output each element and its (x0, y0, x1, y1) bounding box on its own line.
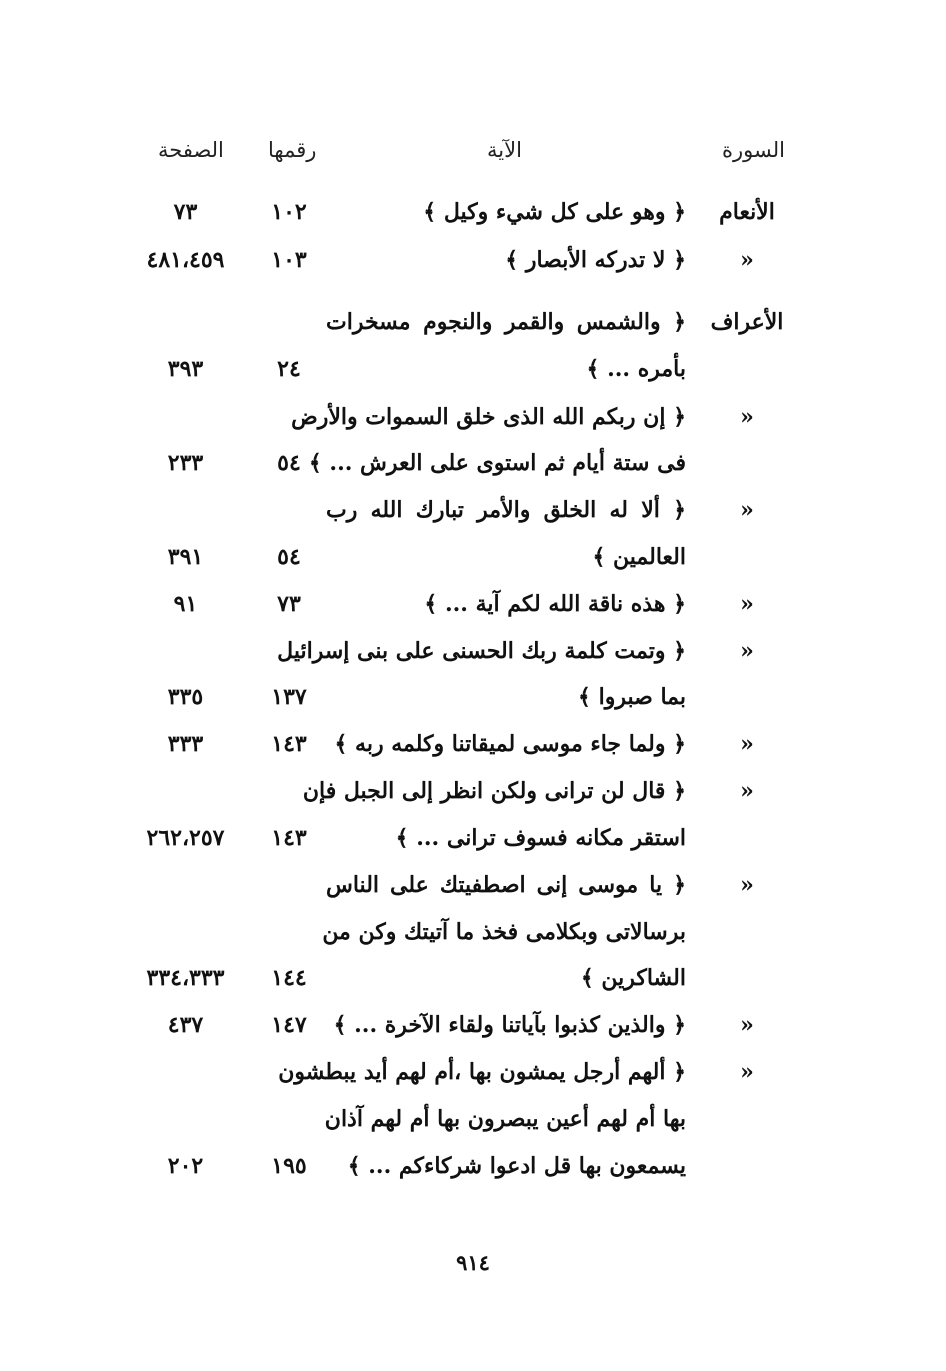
table-row (0, 349, 946, 389)
verse-number: ١٤٣ (271, 825, 307, 851)
verse-text: بما صبروا ﴾ (578, 684, 686, 710)
verse-number: ١٩٥ (271, 1153, 307, 1179)
table-row (0, 1146, 946, 1186)
page-reference: ٧٣ (173, 199, 198, 225)
surah-name: « (740, 731, 754, 757)
table-row (0, 631, 946, 671)
verse-text: ﴿ هذه ناقة الله لكم آية ... ﴾ (424, 591, 686, 617)
table-row (0, 1005, 946, 1045)
page-reference: ٣٩١ (167, 544, 204, 570)
surah-name: الأعراف (710, 309, 784, 335)
verse-number: ٧٣ (277, 591, 301, 617)
page-reference: ٣٣٤،٣٣٣ (146, 965, 225, 991)
table-row (0, 490, 946, 530)
page-reference: ٤٨١،٤٥٩ (146, 247, 225, 273)
verse-text: الشاكرين ﴾ (580, 965, 686, 991)
verse-text: ﴿ قال لن ترانى ولكن انظر إلى الجبل فإن (302, 778, 686, 804)
page-reference: ٢٦٢،٢٥٧ (146, 825, 225, 851)
verse-text: يسمعون بها قل ادعوا شركاءكم ... ﴾ (347, 1153, 686, 1179)
header-ayah: الآية (487, 138, 522, 162)
verse-text: بأمره ... ﴾ (586, 356, 686, 382)
verse-number: ١٤٧ (271, 1012, 307, 1038)
verse-number: ١٤٣ (271, 731, 307, 757)
table-row (0, 724, 946, 764)
verse-text: ﴿ والذين كذبوا بآياتنا ولقاء الآخرة ... ﴾ (333, 1012, 686, 1038)
header-surah: السورة (722, 138, 785, 162)
verse-number: ١٤٤ (271, 965, 307, 991)
verse-text: ﴿ إن ربكم الله الذى خلق السموات والأرض (291, 404, 686, 430)
table-row (0, 912, 946, 952)
table-row (0, 865, 946, 905)
verse-text: ﴿ لا تدركه الأبصار ﴾ (505, 247, 686, 273)
table-row (0, 1099, 946, 1139)
page-reference: ٩١ (173, 591, 198, 617)
verse-text: برسالاتى وبكلامى فخذ ما آتيتك وكن من (322, 919, 686, 945)
verse-text: استقر مكانه فسوف ترانى ... ﴾ (395, 825, 686, 851)
verse-text: ﴿ يا موسى إنى اصطفيتك على الناس (326, 872, 686, 898)
verse-number: ١٠٣ (271, 247, 307, 273)
table-row (0, 537, 946, 577)
verse-number: ١٣٧ (271, 684, 307, 710)
page-reference: ٣٣٥ (167, 684, 204, 710)
surah-name: « (740, 778, 754, 804)
verse-text: ﴿ ألا له الخلق والأمر تبارك الله رب (326, 497, 686, 523)
surah-name: « (740, 247, 754, 273)
surah-name: « (740, 872, 754, 898)
table-row (0, 192, 946, 232)
table-row (0, 443, 946, 483)
page-reference: ٢٣٣ (167, 450, 204, 476)
verse-text: ﴿ وهو على كل شيء وكيل ﴾ (423, 199, 686, 225)
verse-number: ٥٤ (277, 450, 301, 476)
surah-name: « (740, 591, 754, 617)
verse-text: ﴿ ألهم أرجل يمشون بها ،أم لهم أيد يبطشون (278, 1059, 686, 1085)
verse-number: ٥٤ (277, 544, 301, 570)
surah-name: « (740, 404, 754, 430)
table-row (0, 958, 946, 998)
table-row (0, 240, 946, 280)
verse-number: ٢٤ (277, 356, 301, 382)
table-row (0, 302, 946, 342)
header-number: رقمها (268, 138, 317, 162)
verse-text: ﴿ ولما جاء موسى لميقاتنا وكلمه ربه ﴾ (334, 731, 686, 757)
verse-text: ﴿ والشمس والقمر والنجوم مسخرات (326, 309, 686, 335)
verse-number: ١٠٢ (271, 199, 307, 225)
verse-text: فى ستة أيام ثم استوى على العرش ... ﴾ (308, 450, 686, 476)
surah-name: « (740, 1059, 754, 1085)
header-page: الصفحة (158, 138, 224, 162)
table-row (0, 677, 946, 717)
table-row (0, 1052, 946, 1092)
table-row (0, 818, 946, 858)
surah-name: « (740, 638, 754, 664)
verse-text: ﴿ وتمت كلمة ربك الحسنى على بنى إسرائيل (277, 638, 686, 664)
page-reference: ٢٠٢ (167, 1153, 204, 1179)
table-row (0, 584, 946, 624)
table-row (0, 771, 946, 811)
surah-name: الأنعام (719, 199, 775, 225)
page-reference: ٣٩٣ (167, 356, 204, 382)
surah-name: « (740, 1012, 754, 1038)
surah-name: « (740, 497, 754, 523)
page-reference: ٣٣٣ (167, 731, 204, 757)
page-number: ٩١٤ (456, 1250, 490, 1275)
table-row (0, 397, 946, 437)
verse-text: بها أم لهم أعين يبصرون بها أم لهم آذان (324, 1106, 686, 1132)
page-reference: ٤٣٧ (167, 1012, 204, 1038)
verse-text: العالمين ﴾ (592, 544, 686, 570)
